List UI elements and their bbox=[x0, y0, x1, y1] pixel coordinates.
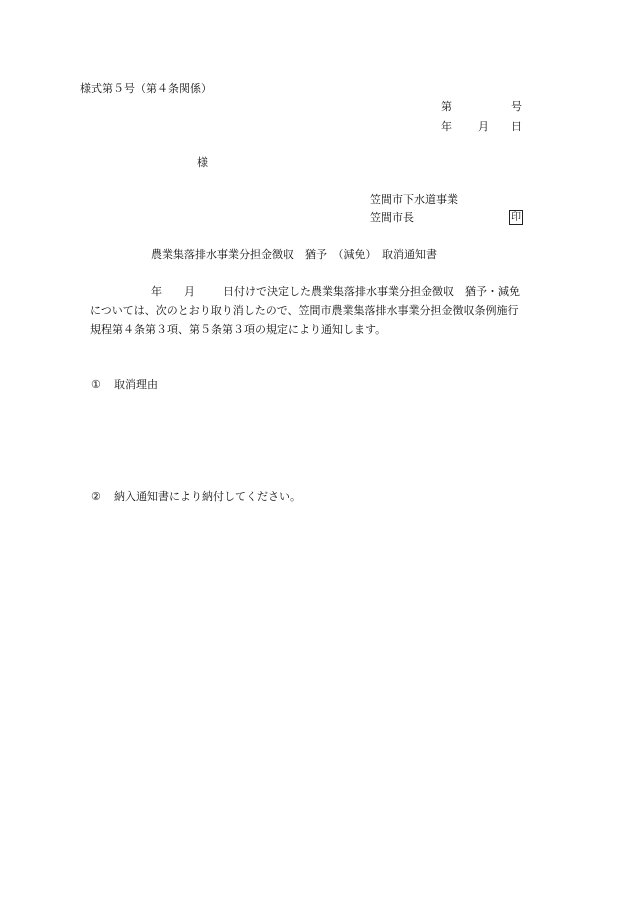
item-2-marker: ② bbox=[91, 490, 101, 503]
date-day: 日 bbox=[511, 120, 522, 133]
item-1-marker: ① bbox=[91, 378, 101, 391]
issuer-title: 笠間市長 bbox=[370, 211, 414, 224]
document-title: 農業集落排水事業分担金徴収 猶予 （減免） 取消通知書 bbox=[151, 248, 437, 261]
body-line2: については、次のとおり取り消したので、笠間市農業集落排水事業分担金徴収条例施行 bbox=[90, 304, 519, 317]
body-month: 月 bbox=[184, 285, 195, 298]
number-prefix: 第 bbox=[441, 100, 452, 113]
seal-text: 印 bbox=[511, 212, 521, 223]
date-month: 月 bbox=[478, 120, 489, 133]
body-line3: 規程第４条第３項、第５条第３項の規定により通知します。 bbox=[90, 323, 387, 336]
body-year: 年 bbox=[151, 285, 162, 298]
seal-mark bbox=[509, 210, 523, 225]
item-2-label: 納入通知書により納付してください。 bbox=[114, 490, 301, 503]
issuer-org: 笠間市下水道事業 bbox=[370, 193, 458, 206]
date-year: 年 bbox=[441, 120, 452, 133]
form-label: 様式第５号（第４条関係） bbox=[80, 82, 212, 95]
item-1-label: 取消理由 bbox=[114, 378, 158, 391]
body-line1: 日付けで決定した農業集落排水事業分担金徴収 猶予・減免 bbox=[223, 285, 520, 298]
number-suffix: 号 bbox=[511, 100, 522, 113]
recipient-suffix: 様 bbox=[197, 156, 208, 169]
